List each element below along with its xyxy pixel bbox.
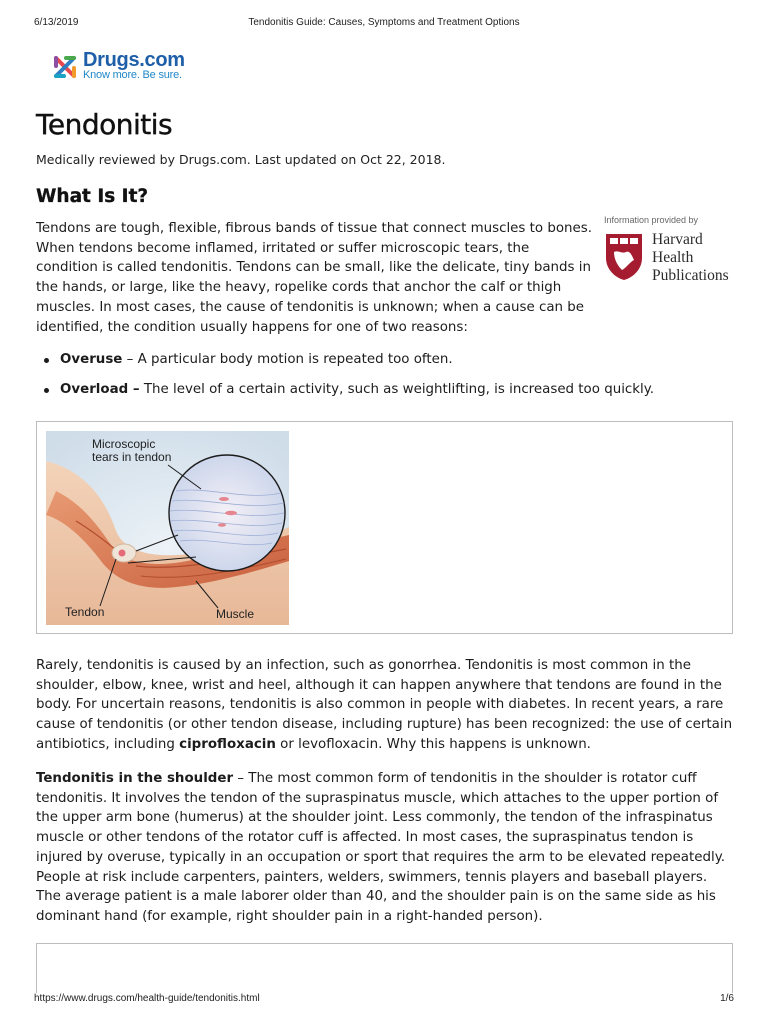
brand-name: Drugs.com	[83, 49, 185, 71]
shoulder-term: Tendonitis in the shoulder	[36, 771, 234, 786]
causes-list	[36, 350, 736, 409]
label-muscle: Muscle	[216, 607, 255, 621]
intro-paragraph: Tendons are tough, flexible, fibrous bands of tissue that connect muscles to bones. When tendons become inflamed, irritated or suffer microscopic tears, the condition is called tendonitis. Tendons can be small, like the delicate, tiny bands in the hands, or large, like the heavy, ropelike cords that anchor the calf or thigh muscles. In most cases, the cause of tendonitis is unknown; when a cause can be identified, the condition usually happens for one of two reasons:	[36, 221, 592, 335]
page-title: Tendonitis	[36, 108, 173, 141]
label-microscopic: Microscopic	[92, 437, 156, 451]
bullet-dot-icon	[44, 358, 49, 363]
harvard-health-badge[interactable]	[604, 215, 744, 290]
para2-start: Rarely, tendonitis is caused by an infection, such as gonorrhea. Tendonitis is most common in the shoulder, elbow, knee, wrist and heel, although it can happen anywhere that tendons are found in the body. For uncertain reasons, tendonitis is also common in people with diabetes. In recent years, a rare cause of tendonitis (or other tendon disease, including rupture) has been recognized: the use of certain antibiotics, including	[36, 658, 733, 752]
label-tendon: Tendon	[65, 605, 105, 619]
print-doc-title: Tendonitis Guide: Causes, Symptoms and Treatment Options	[248, 17, 520, 28]
label-tears-in-tendon: tears in tendon	[92, 450, 172, 464]
print-url: https://www.drugs.com/health-guide/tendonitis.html	[34, 993, 260, 1004]
illustration-box	[36, 421, 733, 634]
review-note: Medically reviewed by Drugs.com. Last updated on Oct 22, 2018.	[36, 152, 446, 167]
drug-link-ciprofloxacin[interactable]: ciprofloxacin	[179, 736, 276, 752]
section-heading: What Is It?	[36, 186, 149, 207]
brand-tagline: Know more. Be sure.	[83, 69, 182, 81]
harvard-name-line2: Health	[652, 249, 694, 266]
drugs-com-logo[interactable]	[50, 50, 200, 84]
list-item	[36, 350, 736, 370]
shoulder-text: – The most common form of tendonitis in the shoulder is rotator cuff tendonitis. It involves the tendon of the supraspinatus muscle, which attaches to the upper portion of the upper arm bone (humerus) at the shoulder joint. Less commonly, the tendon of the infraspinatus muscle or other tendons of the rotator cuff is affected. In most cases, the supraspinatus tendon is injured by overuse, typically in an occupation or sport that requires the arm to be elevated repeatedly. People at risk include carpenters, painters, welders, swimmers, tennis players and baseball players. The average patient is a male laborer older than 40, and the shoulder pain is on the same side as his dominant hand (for example, right shoulder pain in a right-handed person).	[36, 771, 725, 924]
harvard-shield-icon	[604, 232, 644, 282]
page-count: 1/6	[720, 993, 734, 1004]
bullet-term: Overload –	[60, 381, 140, 397]
bullet-text: The level of a certain activity, such as weightlifting, is increased too quickly.	[139, 381, 655, 397]
drugs-com-logo-icon	[50, 52, 80, 82]
print-date: 6/13/2019	[34, 17, 79, 28]
print-header	[34, 17, 734, 31]
provided-by-label: Information provided by	[604, 215, 699, 225]
causes-paragraph	[36, 656, 736, 755]
tendon-illustration	[46, 431, 289, 625]
bullet-text: – A particular body motion is repeated too often.	[122, 352, 453, 367]
shoulder-paragraph	[36, 769, 736, 927]
bullet-term: Overuse	[60, 352, 123, 367]
list-item	[36, 380, 736, 400]
harvard-name-line1: Harvard	[652, 231, 703, 248]
print-footer	[34, 993, 734, 1007]
harvard-name-line3: Publications	[652, 267, 729, 284]
bullet-dot-icon	[44, 388, 49, 393]
para2-end: or levofloxacin. Why this happens is unknown.	[275, 736, 591, 752]
